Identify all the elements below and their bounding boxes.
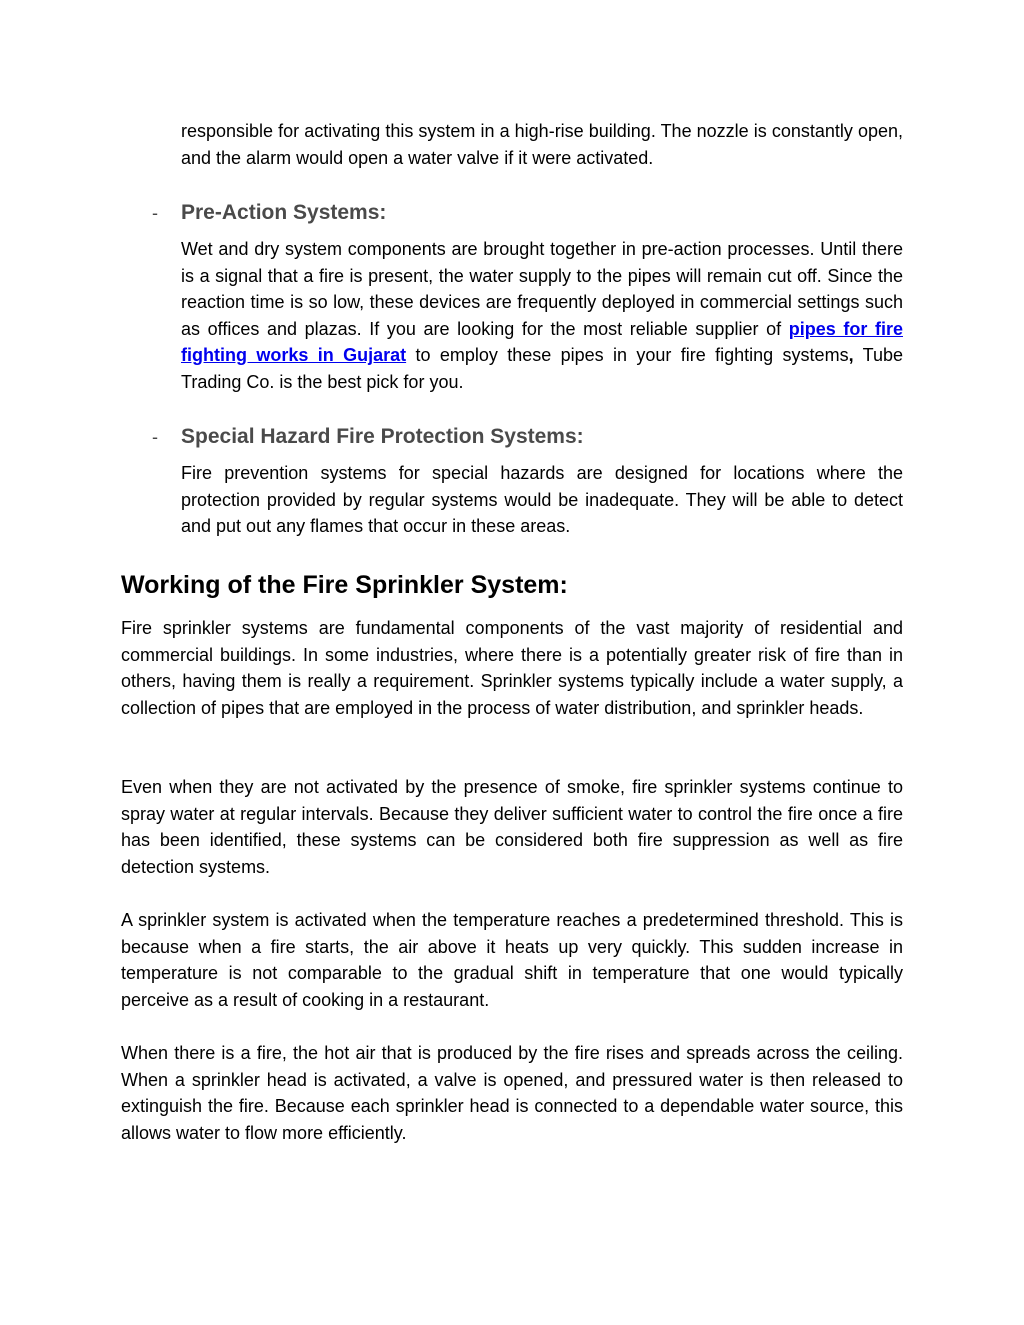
working-paragraph-2: Even when they are not activated by the presence of smoke, fire sprinkler systems continue to spray water at regular intervals. Because they deliver sufficient water to control the fire once a fire has been identified, these systems can be considered both fire suppression as well as fire detection systems.: [121, 777, 903, 877]
section-body-pre-action: [181, 236, 903, 395]
body-text: to employ these pipes in your fire fighting systems: [406, 345, 849, 365]
intro-paragraph: responsible for activating this system in a high-rise building. The nozzle is constantly open, and the alarm would open a water valve if it were activated.: [181, 121, 903, 168]
working-paragraph-1: Fire sprinkler systems are fundamental components of the vast majority of residential and commercial buildings. In some industries, where there is a potentially greater risk of fire than in others, having them is really a requirement. Sprinkler systems typically include a water supply, a collection of pipes that are employed in the process of water distribution, and sprinkler heads.: [121, 618, 903, 718]
working-paragraph-3: A sprinkler system is activated when the temperature reaches a predetermined threshold. This is because when a fire starts, the air above it heats up very quickly. This sudden increase in temperature is not comparable to the gradual shift in temperature that one would typically perceive as a result of cooking in a restaurant.: [121, 910, 903, 1010]
pipes-gujarat-link[interactable]: pipes for fire fighting works in Gujarat: [181, 318, 903, 365]
bullet-dash: -: [152, 203, 158, 223]
working-heading: Working of the Fire Sprinkler System:: [121, 571, 568, 599]
bold-comma: ,: [848, 345, 854, 365]
body-text: Tube Trading Co. is the best pick for you.: [181, 345, 903, 392]
working-paragraph-4: When there is a fire, the hot air that is produced by the fire rises and spreads across the ceiling. When a sprinkler head is activated, a valve is opened, and pressured water is then released to extinguish the fire. Because each sprinkler head is connected to a dependable water source, this allows water to flow more efficiently.: [121, 1043, 903, 1143]
section-body-special-hazard: Fire prevention systems for special hazards are designed for locations where the protection provided by regular systems would be inadequate. They will be able to detect and put out any flames that occur in these areas.: [181, 463, 903, 536]
section-heading-pre-action: Pre-Action Systems:: [181, 201, 387, 224]
body-text: Wet and dry system components are brought together in pre-action processes. Until there is a signal that a fire is present, the water supply to the pipes will remain cut off. Since the reaction time is so low, these devices are frequently deployed in commercial settings such as offices and plazas. If you are looking for the most reliable supplier of: [181, 239, 903, 339]
section-heading-special-hazard: Special Hazard Fire Protection Systems:: [181, 425, 584, 448]
bullet-dash: -: [152, 427, 158, 447]
